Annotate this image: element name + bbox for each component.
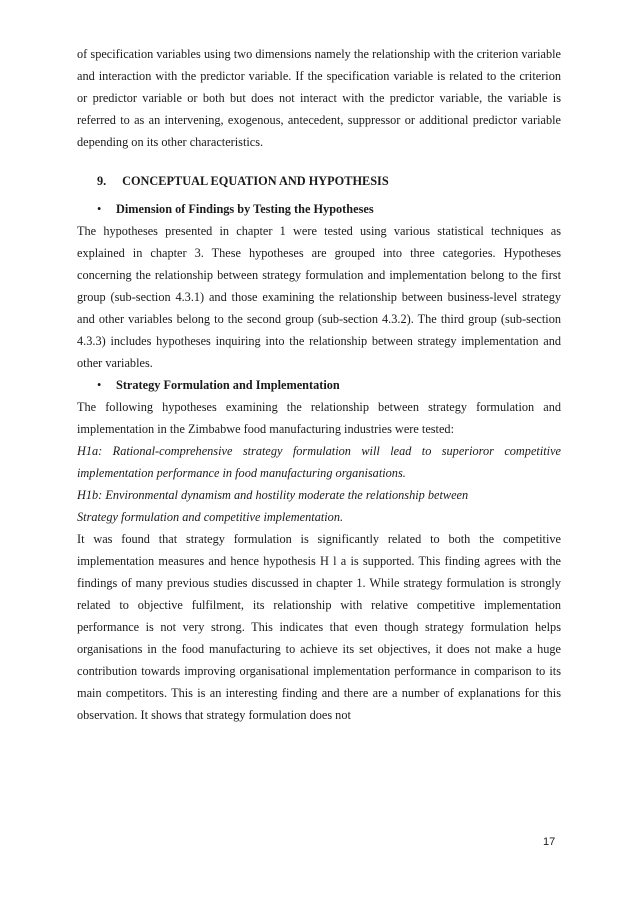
bullet-strategy-label: Strategy Formulation and Implementation [116, 378, 340, 392]
bullet-strategy [77, 374, 561, 396]
section-number: 9. [97, 174, 107, 188]
section-heading [77, 170, 561, 192]
intro-paragraph: of specification variables using two dimensions namely the relationship with the criterion variable and interaction with the predictor variable. If the specification variable is related to the criterion or predictor variable or both but does not interact with the predictor variable, the variable is referred to as an intervening, exogenous, antecedent, suppressor or additional predictor variable depending on its other characteristics. [77, 47, 561, 149]
section-title: CONCEPTUAL EQUATION AND HYPOTHESIS [122, 174, 389, 188]
hypothesis-h1b-line1: H1b: Environmental dynamism and hostility moderate the relationship between [77, 488, 469, 502]
hypothesis-h1a: H1a: Rational-comprehensive strategy formulation will lead to superioror competitive implementation performance in food manufacturing organisations. [77, 444, 561, 480]
findings-paragraph: It was found that strategy formulation is significantly related to both the competitive implementation measures and hence hypothesis H l a is supported. This finding agrees with the findings of many previous studies discussed in chapter 1. While strategy formulation is strongly related to objective fulfilment, its relationship with relative competitive implementation performance is not very strong. This indicates that even though strategy formulation helps organisations in the food manufacturing to achieve its set objectives, it does not make a huge contribution towards improving organisational implementation performance in comparison to its main competitors. This is an interesting finding and there are a number of explanations for this observation. It shows that strategy formulation does not [77, 532, 561, 722]
following-hypotheses-paragraph: The following hypotheses examining the relationship between strategy formulation and implementation in the Zimbabwe food manufacturing industries were tested: [77, 400, 561, 436]
bullet-dimension [77, 198, 561, 220]
page-number: 17 [543, 836, 556, 848]
hypothesis-h1b-line2: Strategy formulation and competitive implementation. [77, 510, 344, 524]
bullet-dimension-label: Dimension of Findings by Testing the Hypotheses [116, 202, 374, 216]
bullet-icon: • [97, 202, 102, 216]
bullet-icon: • [97, 378, 102, 392]
hypotheses-paragraph: The hypotheses presented in chapter 1 were tested using various statistical techniques as explained in chapter 3. These hypotheses are grouped into three categories. Hypotheses concerning the relationship between strategy formulation and implementation belong to the first group (sub-section 4.3.1) and those examining the relationship between business-level strategy and other variables belong to the second group (sub-section 4.3.2). The third group (sub-section 4.3.3) includes hypotheses inquiring into the relationship between strategy implementation and other variables. [77, 224, 561, 370]
document-page [77, 43, 561, 726]
